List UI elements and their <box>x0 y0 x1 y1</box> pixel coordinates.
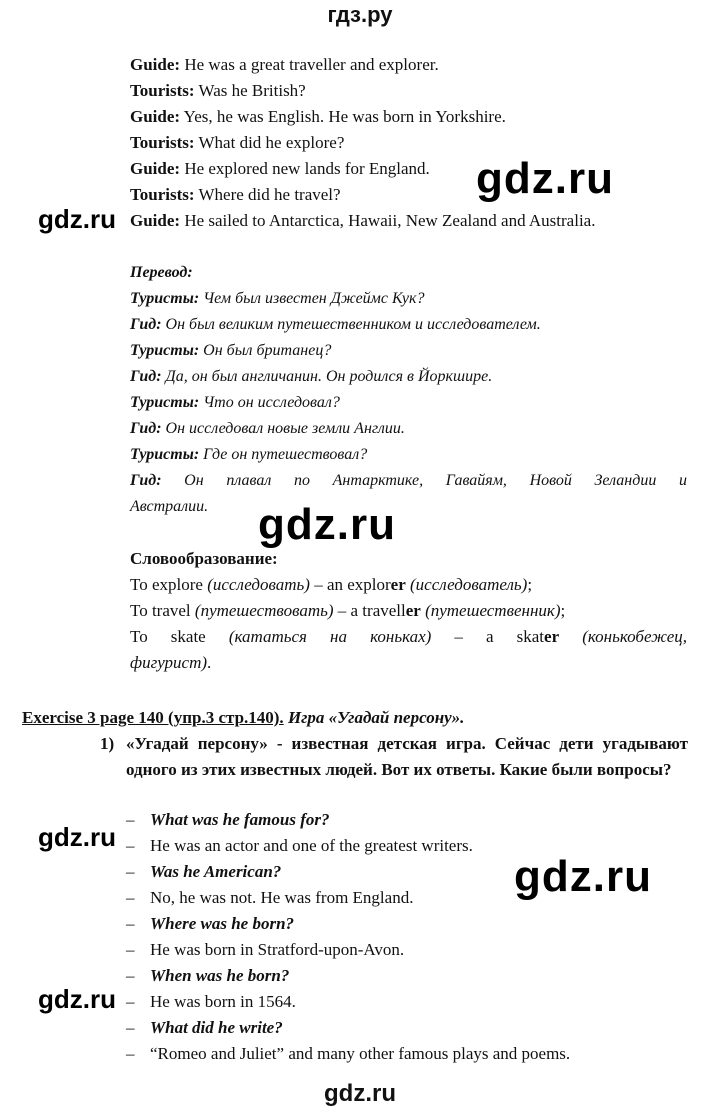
question: When was he born? <box>150 966 290 985</box>
translation-text: Он исследовал новые земли Англии. <box>161 420 405 437</box>
watermark: gdz.ru <box>258 500 396 549</box>
exercise-title-line <box>22 705 464 731</box>
speaker: Туристы: <box>130 290 200 307</box>
footer-site-name: gdz.ru <box>324 1080 396 1107</box>
dialog-text: Yes, he was English. He was born in Yorkshire. <box>180 107 506 126</box>
exercise-title: Exercise 3 page 140 (упр.3 стр.140). <box>22 708 284 727</box>
speaker: Tourists: <box>130 81 195 100</box>
question: Was he American? <box>150 862 282 881</box>
noun: – a skat <box>431 627 545 646</box>
dash: – <box>126 862 135 881</box>
dash: – <box>126 836 135 855</box>
dialog-line <box>130 52 439 78</box>
watermark: gdz.ru <box>476 154 614 203</box>
dialog-line <box>130 182 341 208</box>
translation-text: Он плавал по Антарктике, Гавайям, Новой Зеландии и <box>161 472 687 489</box>
dialog-line <box>130 208 595 234</box>
speaker: Гид: <box>130 316 162 333</box>
watermark: gdz.ru <box>38 984 116 1014</box>
noun: – an explor <box>309 575 391 594</box>
dialog-line <box>130 78 306 104</box>
noun: – a travell <box>333 601 406 620</box>
dash: – <box>126 1044 135 1063</box>
translation-line <box>130 312 541 338</box>
translation-last-line: Австралии. <box>130 498 209 515</box>
verb: To explore <box>130 575 208 594</box>
dash: – <box>126 966 135 985</box>
noun-translation: (конькобежец, <box>559 627 687 646</box>
dialog-text: He was a great traveller and explorer. <box>180 55 439 74</box>
question: Where was he born? <box>150 914 295 933</box>
watermark: gdz.ru <box>38 204 116 234</box>
dialog-text: He sailed to Antarctica, Hawaii, New Zealand and Australia. <box>180 211 596 230</box>
translation-line <box>130 364 492 390</box>
translation-heading: Перевод: <box>130 264 193 281</box>
answer: No, he was not. He was from England. <box>150 888 414 907</box>
dash: – <box>126 1018 135 1037</box>
word-formation-line <box>130 572 532 598</box>
dialog-text: Was he British? <box>194 81 306 100</box>
dialog-text: What did he explore? <box>194 133 345 152</box>
dash: – <box>126 940 135 959</box>
translation-line <box>130 338 331 364</box>
verb-translation: (кататься на коньках) <box>228 627 432 646</box>
dash: – <box>126 810 135 829</box>
translation-line <box>130 416 405 442</box>
speaker: Гид: <box>130 420 162 437</box>
task-number: 1) <box>100 734 115 753</box>
dash: – <box>126 992 135 1011</box>
speaker: Guide: <box>130 211 181 230</box>
speaker: Гид: <box>130 472 162 489</box>
verb-translation: (путешествовать) <box>194 601 334 620</box>
speaker: Tourists: <box>130 133 195 152</box>
translation-text: Где он путешествовал? <box>199 446 368 463</box>
noun-translation: (исследователь) <box>405 575 528 594</box>
translation-text: Он был британец? <box>199 342 332 359</box>
answer: “Romeo and Juliet” and many other famous plays and poems. <box>150 1044 571 1063</box>
noun-translation: фигурист) <box>130 653 208 672</box>
dialog-line <box>130 156 430 182</box>
verb-translation: (исследовать) <box>207 575 310 594</box>
answer: He was an actor and one of the greatest writers. <box>150 836 473 855</box>
verb: To travel <box>130 601 195 620</box>
dialog-line <box>130 104 506 130</box>
header-site-name: гдз.ру <box>327 2 393 27</box>
exercise-subtitle: Игра «Угадай персону». <box>283 708 465 727</box>
dialog-line <box>130 130 344 156</box>
speaker: Guide: <box>130 107 181 126</box>
punct: ; <box>560 601 566 620</box>
translation-text: Чем был известен Джеймс Кук? <box>199 290 425 307</box>
speaker: Гид: <box>130 368 162 385</box>
watermark: gdz.ru <box>514 852 652 901</box>
answer: He was born in Stratford-upon-Avon. <box>150 940 405 959</box>
suffix: er <box>390 575 406 594</box>
word-formation-line <box>130 624 687 650</box>
dialog-text: He explored new lands for England. <box>180 159 430 178</box>
verb: To skate <box>130 627 229 646</box>
speaker: Туристы: <box>130 342 200 359</box>
suffix: er <box>405 601 421 620</box>
translation-text: Что он исследовал? <box>199 394 340 411</box>
word-formation-heading: Словообразование: <box>130 549 278 568</box>
speaker: Tourists: <box>130 185 195 204</box>
word-formation-line <box>130 598 565 624</box>
translation-line <box>130 286 425 312</box>
translation-text: Да, он был англичанин. Он родился в Йоркшире. <box>161 368 493 385</box>
dash: – <box>126 914 135 933</box>
question: What was he famous for? <box>150 810 330 829</box>
noun-translation: (путешественник) <box>420 601 561 620</box>
translation-text: Он был великим путешественником и исследователем. <box>161 316 541 333</box>
translation-line <box>130 468 687 494</box>
translation-line <box>130 390 340 416</box>
dash: – <box>126 888 135 907</box>
answer: He was born in 1564. <box>150 992 296 1011</box>
speaker: Guide: <box>130 159 181 178</box>
question: What did he write? <box>150 1018 283 1037</box>
word-formation-line <box>130 650 211 676</box>
speaker: Туристы: <box>130 394 200 411</box>
speaker: Guide: <box>130 55 181 74</box>
watermark: gdz.ru <box>38 822 116 852</box>
suffix: er <box>544 627 560 646</box>
punct: ; <box>527 575 533 594</box>
translation-line <box>130 442 367 468</box>
dialog-text: Where did he travel? <box>194 185 341 204</box>
task-text: «Угадай персону» - известная детская игра. Сейчас дети угадывают одного из этих известных людей. Вот их ответы. Какие были вопросы? <box>126 734 688 779</box>
punct: . <box>207 653 212 672</box>
speaker: Туристы: <box>130 446 200 463</box>
